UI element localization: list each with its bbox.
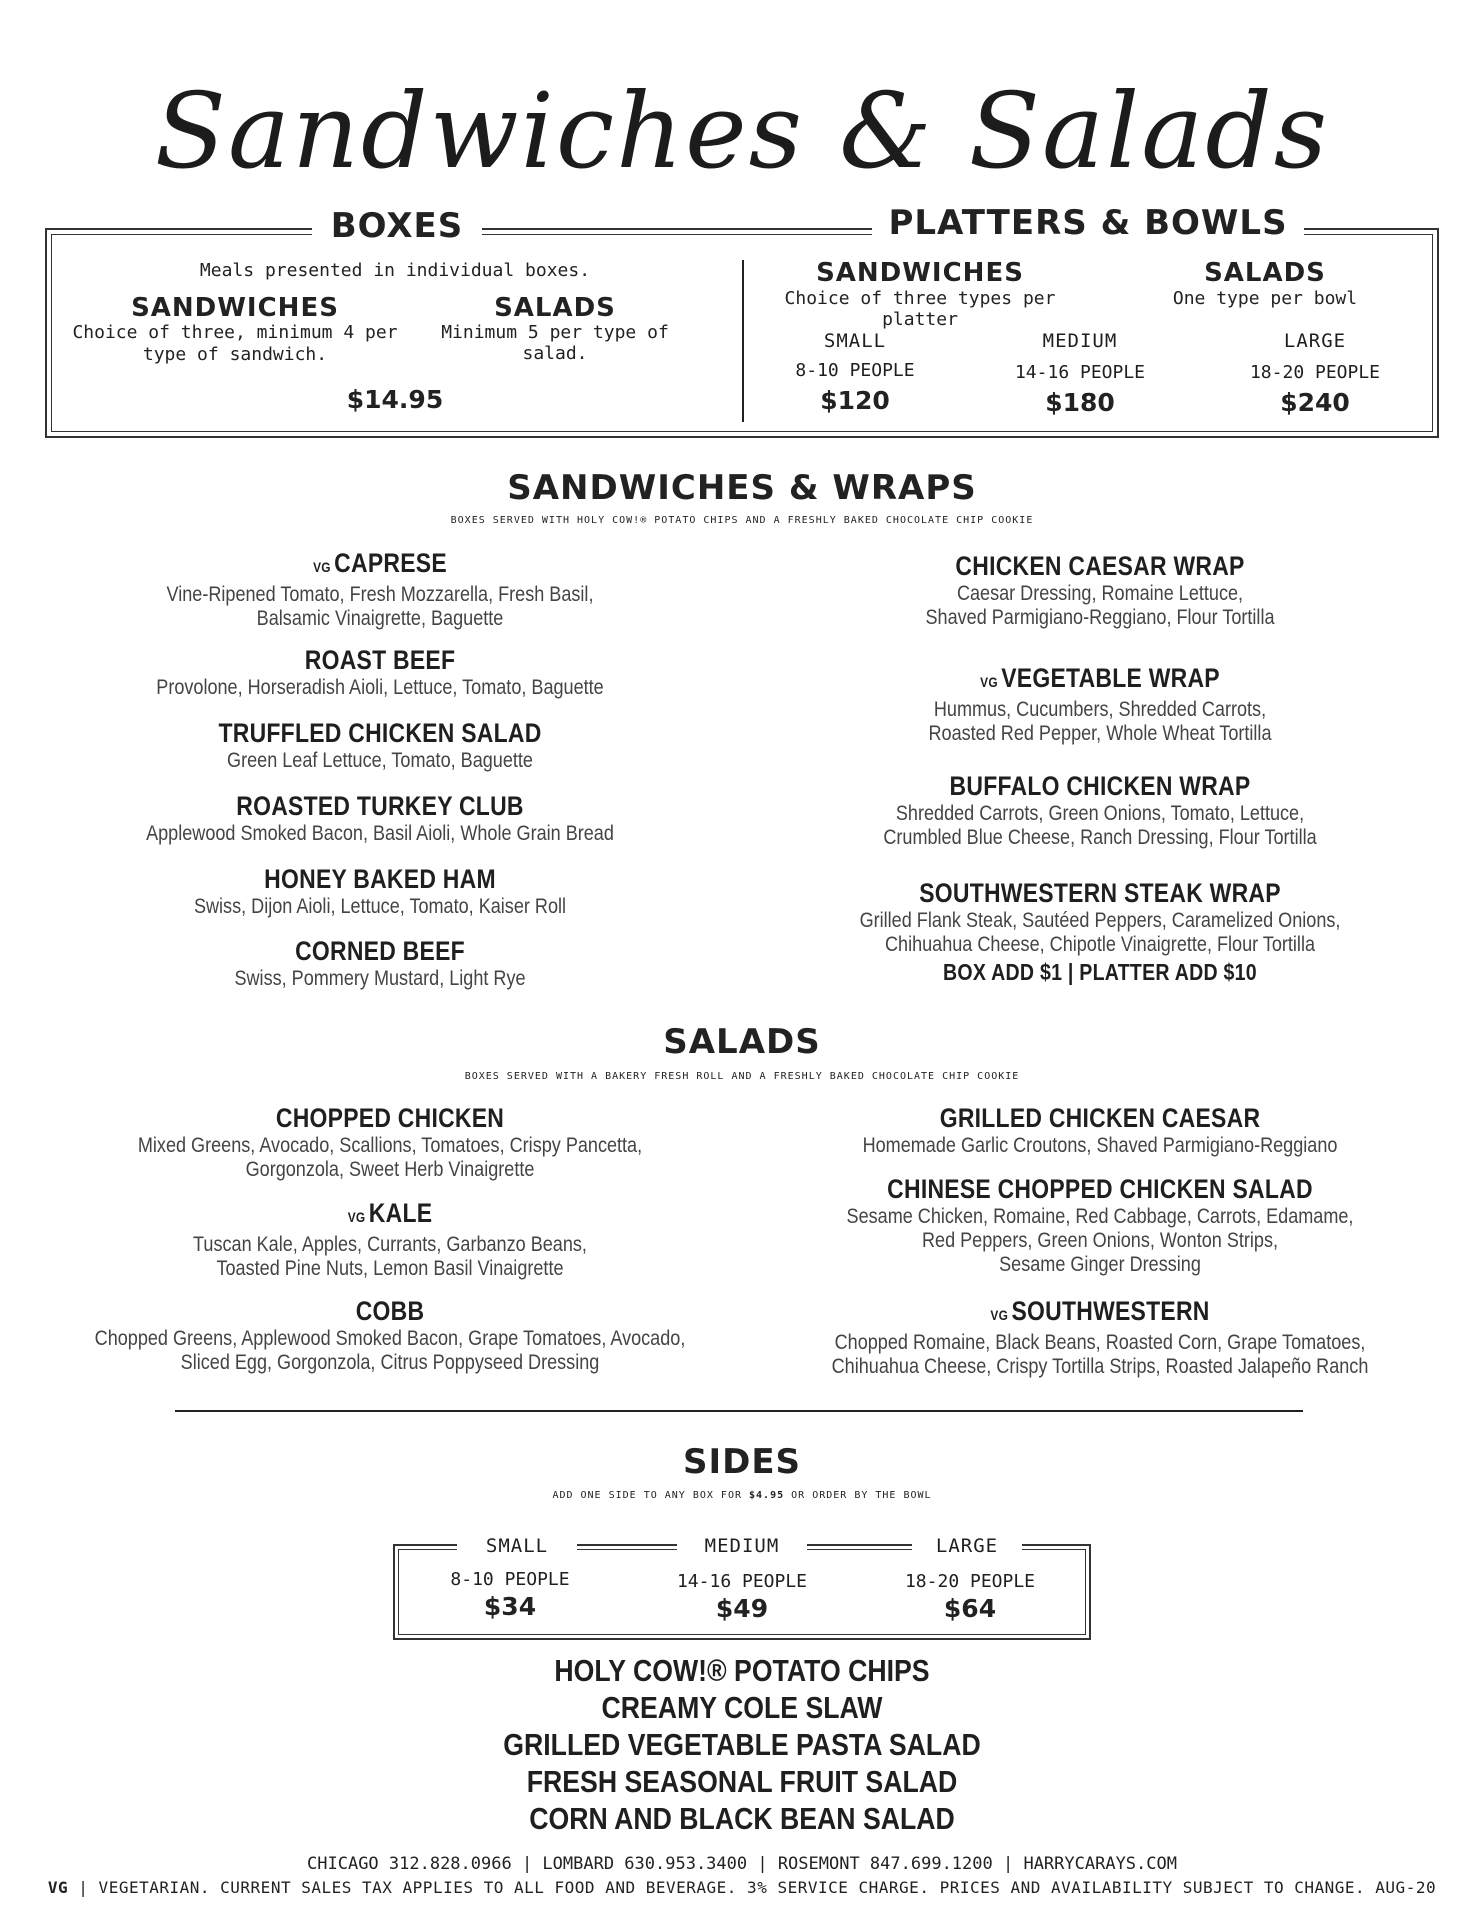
platters-heading: PLATTERS & BOWLS — [888, 203, 1288, 243]
menu-item-chopped-chicken — [80, 1102, 700, 1182]
item-name: SOUTHWESTERN STEAK WRAP — [919, 878, 1281, 908]
salads-note: BOXES SERVED WITH A BAKERY FRESH ROLL AND A FRESHLY BAKED CHOCOLATE CHIP COOKIE — [464, 1071, 1020, 1082]
menu-item-corned-beef — [80, 935, 680, 991]
sides-people-medium: 14-16 PEOPLE — [676, 1571, 808, 1592]
item-name: HONEY BAKED HAM — [264, 864, 496, 894]
vegetarian-badge: VG — [313, 559, 331, 575]
platters-people-large: 18-20 PEOPLE — [1249, 362, 1381, 383]
menu-item-southwestern-salad — [760, 1295, 1440, 1379]
boxes-salads-label: SALADS — [494, 293, 616, 323]
item-name: CORNED BEEF — [295, 936, 465, 966]
item-description: Vine-Ripened Tomato, Fresh Mozzarella, Fresh Basil, — [166, 583, 594, 606]
sides-size-medium: MEDIUM — [704, 1535, 780, 1557]
item-name: COBB — [355, 1296, 425, 1326]
side-item: GRILLED VEGETABLE PASTA SALAD — [503, 1727, 981, 1762]
item-description: Sesame Ginger Dressing — [999, 1253, 1201, 1276]
menu-item-honey-baked-ham — [80, 863, 680, 919]
platters-salads-label: SALADS — [1204, 258, 1326, 288]
item-description: Tuscan Kale, Apples, Currants, Garbanzo Beans, — [193, 1233, 587, 1256]
item-name: CHINESE CHOPPED CHICKEN SALAD — [887, 1174, 1313, 1204]
platters-sandwiches-label: SANDWICHES — [816, 258, 1024, 288]
page-title: Sandwiches & Salads — [154, 70, 1330, 192]
sandwiches-wraps-note: BOXES SERVED WITH HOLY COW!® POTATO CHIPS AND A FRESHLY BAKED CHOCOLATE CHIP COOKIE — [450, 515, 1034, 526]
item-name: CHOPPED CHICKEN — [275, 1103, 505, 1133]
upcharge-note: BOX ADD $1 | PLATTER ADD $10 — [943, 959, 1257, 985]
platters-price-small: $120 — [820, 386, 890, 415]
sides-price-large: $64 — [943, 1594, 997, 1623]
menu-item-cobb — [40, 1295, 740, 1375]
sides-list — [0, 1652, 1484, 1837]
item-description: Grilled Flank Steak, Sautéed Peppers, Caramelized Onions, — [859, 909, 1341, 932]
item-description: Swiss, Pommery Mustard, Light Rye — [234, 967, 526, 990]
side-item: HOLY COW!® POTATO CHIPS — [554, 1653, 930, 1688]
menu-item-roasted-turkey-club — [80, 790, 680, 846]
platters-price-medium: $180 — [1045, 388, 1115, 417]
item-description: Shaved Parmigiano-Reggiano, Flour Tortilla — [925, 606, 1275, 629]
sides-size-large: LARGE — [935, 1535, 999, 1557]
item-description: Applewood Smoked Bacon, Basil Aioli, Whole Grain Bread — [146, 822, 614, 845]
item-name: VG KALE — [347, 1198, 433, 1228]
vegetarian-badge: VG — [980, 674, 998, 690]
item-description: Shredded Carrots, Green Onions, Tomato, Lettuce, — [895, 802, 1305, 825]
item-description: Chihuahua Cheese, Crispy Tortilla Strips, Roasted Jalapeño Ranch — [831, 1355, 1369, 1378]
side-item: FRESH SEASONAL FRUIT SALAD — [526, 1764, 958, 1799]
side-item: CREAMY COLE SLAW — [601, 1690, 883, 1725]
item-name: VG CAPRESE — [313, 548, 447, 578]
sides-people-small: 8-10 PEOPLE — [450, 1569, 570, 1590]
item-name: ROASTED TURKEY CLUB — [236, 791, 524, 821]
sides-note: ADD ONE SIDE TO ANY BOX FOR $4.95 OR ORDER BY THE BOWL — [552, 1490, 932, 1501]
sides-size-small: SMALL — [485, 1535, 549, 1557]
item-description: Sliced Egg, Gorgonzola, Citrus Poppyseed Dressing — [180, 1351, 600, 1374]
item-name: TRUFFLED CHICKEN SALAD — [218, 718, 542, 748]
platters-salads-note: One type per bowl — [1172, 288, 1358, 309]
item-description: Homemade Garlic Croutons, Shaved Parmigiano-Reggiano — [862, 1134, 1338, 1157]
sandwiches-wraps-heading: SANDWICHES & WRAPS — [507, 468, 977, 508]
item-description: Balsamic Vinaigrette, Baguette — [256, 607, 504, 630]
boxes-price: $14.95 — [346, 385, 444, 414]
item-description: Chopped Romaine, Black Beans, Roasted Corn, Grape Tomatoes, — [834, 1331, 1366, 1354]
menu-item-southwestern-steak-wrap — [790, 877, 1410, 987]
vegetarian-badge: VG — [347, 1209, 366, 1225]
item-name: BUFFALO CHICKEN WRAP — [949, 771, 1251, 801]
platters-size-medium: MEDIUM — [1042, 330, 1118, 352]
item-description: Chopped Greens, Applewood Smoked Bacon, Grape Tomatoes, Avocado, — [94, 1327, 686, 1350]
item-name: VG VEGETABLE WRAP — [980, 663, 1220, 693]
platters-size-large: LARGE — [1283, 330, 1347, 352]
item-name: GRILLED CHICKEN CAESAR — [939, 1103, 1261, 1133]
side-item: CORN AND BLACK BEAN SALAD — [529, 1801, 955, 1836]
platters-people-small: 8-10 PEOPLE — [795, 360, 915, 381]
boxes-heading: BOXES — [330, 206, 464, 246]
section-divider — [175, 1410, 1303, 1412]
item-name: CHICKEN CAESAR WRAP — [955, 551, 1245, 581]
item-description: Crumbled Blue Cheese, Ranch Dressing, Flour Tortilla — [883, 826, 1317, 849]
item-description: Red Peppers, Green Onions, Wonton Strips, — [921, 1229, 1279, 1252]
sides-price-medium: $49 — [715, 1594, 769, 1623]
item-description: Swiss, Dijon Aioli, Lettuce, Tomato, Kaiser Roll — [193, 895, 567, 918]
platters-size-small: SMALL — [823, 330, 887, 352]
menu-item-caprese — [80, 547, 680, 631]
menu-item-roast-beef — [80, 644, 680, 700]
item-description: Green Leaf Lettuce, Tomato, Baguette — [227, 749, 533, 772]
sides-price-small: $34 — [483, 1592, 537, 1621]
item-description: Sesame Chicken, Romaine, Red Cabbage, Carrots, Edamame, — [846, 1205, 1354, 1228]
vegetarian-badge: VG — [990, 1307, 1009, 1323]
sides-heading: SIDES — [682, 1442, 802, 1482]
item-description: Provolone, Horseradish Aioli, Lettuce, Tomato, Baguette — [156, 676, 604, 699]
platters-people-medium: 14-16 PEOPLE — [1014, 362, 1146, 383]
menu-item-chicken-caesar-wrap — [790, 550, 1410, 630]
vegetarian-abbr: VG — [47, 1878, 69, 1897]
menu-item-kale — [80, 1197, 700, 1281]
salads-heading: SALADS — [663, 1022, 821, 1062]
sides-people-large: 18-20 PEOPLE — [904, 1571, 1036, 1592]
menu-item-vegetable-wrap — [790, 662, 1410, 746]
boxes-sandwiches-note-2: type of sandwich. — [142, 344, 328, 365]
item-description: Hummus, Cucumbers, Shredded Carrots, — [933, 698, 1267, 721]
item-name: ROAST BEEF — [304, 645, 456, 675]
item-description: Caesar Dressing, Romaine Lettuce, — [956, 582, 1244, 605]
item-description: Mixed Greens, Avocado, Scallions, Tomatoes, Crispy Pancetta, — [137, 1134, 643, 1157]
platters-sandwiches-note: Choice of three types per platter — [784, 288, 1056, 330]
menu-item-grilled-chicken-caesar — [780, 1102, 1420, 1158]
boxes-intro: Meals presented in individual boxes. — [199, 260, 591, 281]
footer-locations: CHICAGO 312.828.0966 | LOMBARD 630.953.3400 | ROSEMONT 847.699.1200 | HARRYCARAYS.COM — [307, 1854, 1177, 1874]
menu-item-chinese-chopped-chicken-salad — [780, 1173, 1420, 1277]
boxes-sandwiches-note-1: Choice of three, minimum 4 per — [72, 322, 398, 343]
menu-item-buffalo-chicken-wrap — [790, 770, 1410, 850]
item-description: Gorgonzola, Sweet Herb Vinaigrette — [245, 1158, 535, 1181]
boxes-salads-note: Minimum 5 per type of salad. — [441, 322, 669, 364]
item-description: Chihuahua Cheese, Chipotle Vinaigrette, Flour Tortilla — [884, 933, 1316, 956]
platters-price-large: $240 — [1280, 388, 1350, 417]
footer-disclaimer: VG | VEGETARIAN. CURRENT SALES TAX APPLIES TO ALL FOOD AND BEVERAGE. 3% SERVICE CHARGE. PRICES AND AVAILABILITY SUBJECT TO CHANGE. AUG-20 — [47, 1878, 1437, 1897]
frame-divider — [742, 260, 744, 422]
boxes-sandwiches-label: SANDWICHES — [131, 293, 339, 323]
item-description: Toasted Pine Nuts, Lemon Basil Vinaigrette — [216, 1257, 564, 1280]
menu-item-truffled-chicken-salad — [80, 717, 680, 773]
item-description: Roasted Red Pepper, Whole Wheat Tortilla — [928, 722, 1272, 745]
item-name: VG SOUTHWESTERN — [990, 1296, 1210, 1326]
